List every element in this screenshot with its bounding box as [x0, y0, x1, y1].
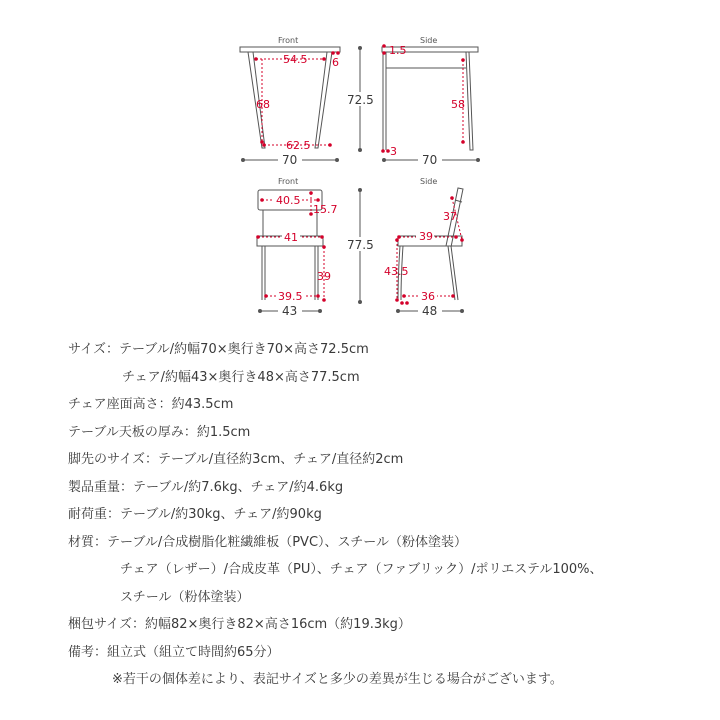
- spec-material-3: スチール（粉体塗装）: [120, 589, 250, 605]
- spec-material-2: チェア（レザー）/合成皮革（PU）、チェア（ファブリック）/ポリエステル100%、: [120, 562, 603, 577]
- chair-front-seat-height: 39: [317, 270, 331, 283]
- spec-material-1: 材質：テーブル/合成樹脂化粧繊維板（PVC）、スチール（粉体塗装）: [68, 534, 467, 550]
- spec-foot-size: 脚先のサイズ：テーブル/直径約3cm、チェア/直径約2cm: [68, 452, 404, 467]
- table-front-height: 68: [256, 98, 270, 111]
- table-front-width-top: 54.5: [283, 53, 308, 66]
- chair-side-seat-height: 43.5: [384, 265, 409, 278]
- chair-front-label: Front: [278, 177, 299, 186]
- spec-load: 耐荷重：テーブル/約30kg、チェア/約90kg: [68, 507, 322, 522]
- spec-note: ※若干の個体差により、表記サイズと多少の差異が生じる場合がございます。: [112, 672, 563, 687]
- chair-height: 77.5: [347, 238, 374, 252]
- chair-side-seat-depth: 39: [419, 230, 433, 243]
- spec-seat-height: チェア座面高さ：約43.5cm: [68, 397, 234, 412]
- spec-package: 梱包サイズ：約幅82×奥行き82×高さ16cm（約19.3kg）: [68, 617, 411, 632]
- chair-side-diagram: [398, 188, 463, 300]
- table-side-depth-total: 70: [422, 153, 438, 167]
- chair-side-back-rise: 37: [443, 210, 457, 223]
- table-side-top-thickness: 1.5: [389, 44, 407, 57]
- table-side-label: Side: [420, 36, 438, 45]
- table-front-width-total: 70: [282, 153, 298, 167]
- table-front-label: Front: [278, 36, 299, 45]
- table-height: 72.5: [347, 93, 374, 107]
- chair-front-seat-width: 41: [284, 231, 298, 244]
- spec-top-thickness: テーブル天板の厚み：約1.5cm: [68, 424, 251, 440]
- spec-size-chair: チェア/約幅43×奥行き48×高さ77.5cm: [122, 369, 360, 385]
- dimension-diagrams: [0, 0, 720, 330]
- spec-remarks: 備考：組立式（組立て時間約65分）: [68, 644, 280, 660]
- table-side-height: 58: [451, 98, 465, 111]
- spec-list: [68, 336, 708, 694]
- chair-front-width-total: 43: [282, 304, 298, 318]
- chair-front-back-height: 15.7: [313, 203, 338, 216]
- chair-side-depth-total: 48: [422, 304, 438, 318]
- chair-front-back-width: 40.5: [276, 194, 301, 207]
- chair-front-leg-width: 39.5: [278, 290, 303, 303]
- chair-side-label: Side: [420, 177, 438, 186]
- table-front-width-bottom: 62.5: [286, 139, 311, 152]
- chair-side-leg-depth: 36: [421, 290, 435, 303]
- table-side-foot: 3: [390, 145, 397, 158]
- spec-weight: 製品重量：テーブル/約7.6kg、チェア/約4.6kg: [68, 479, 344, 495]
- spec-size-table: サイズ：テーブル/約幅70×奥行き70×高さ72.5cm: [68, 342, 369, 357]
- table-front-leg-offset: 6: [332, 56, 339, 69]
